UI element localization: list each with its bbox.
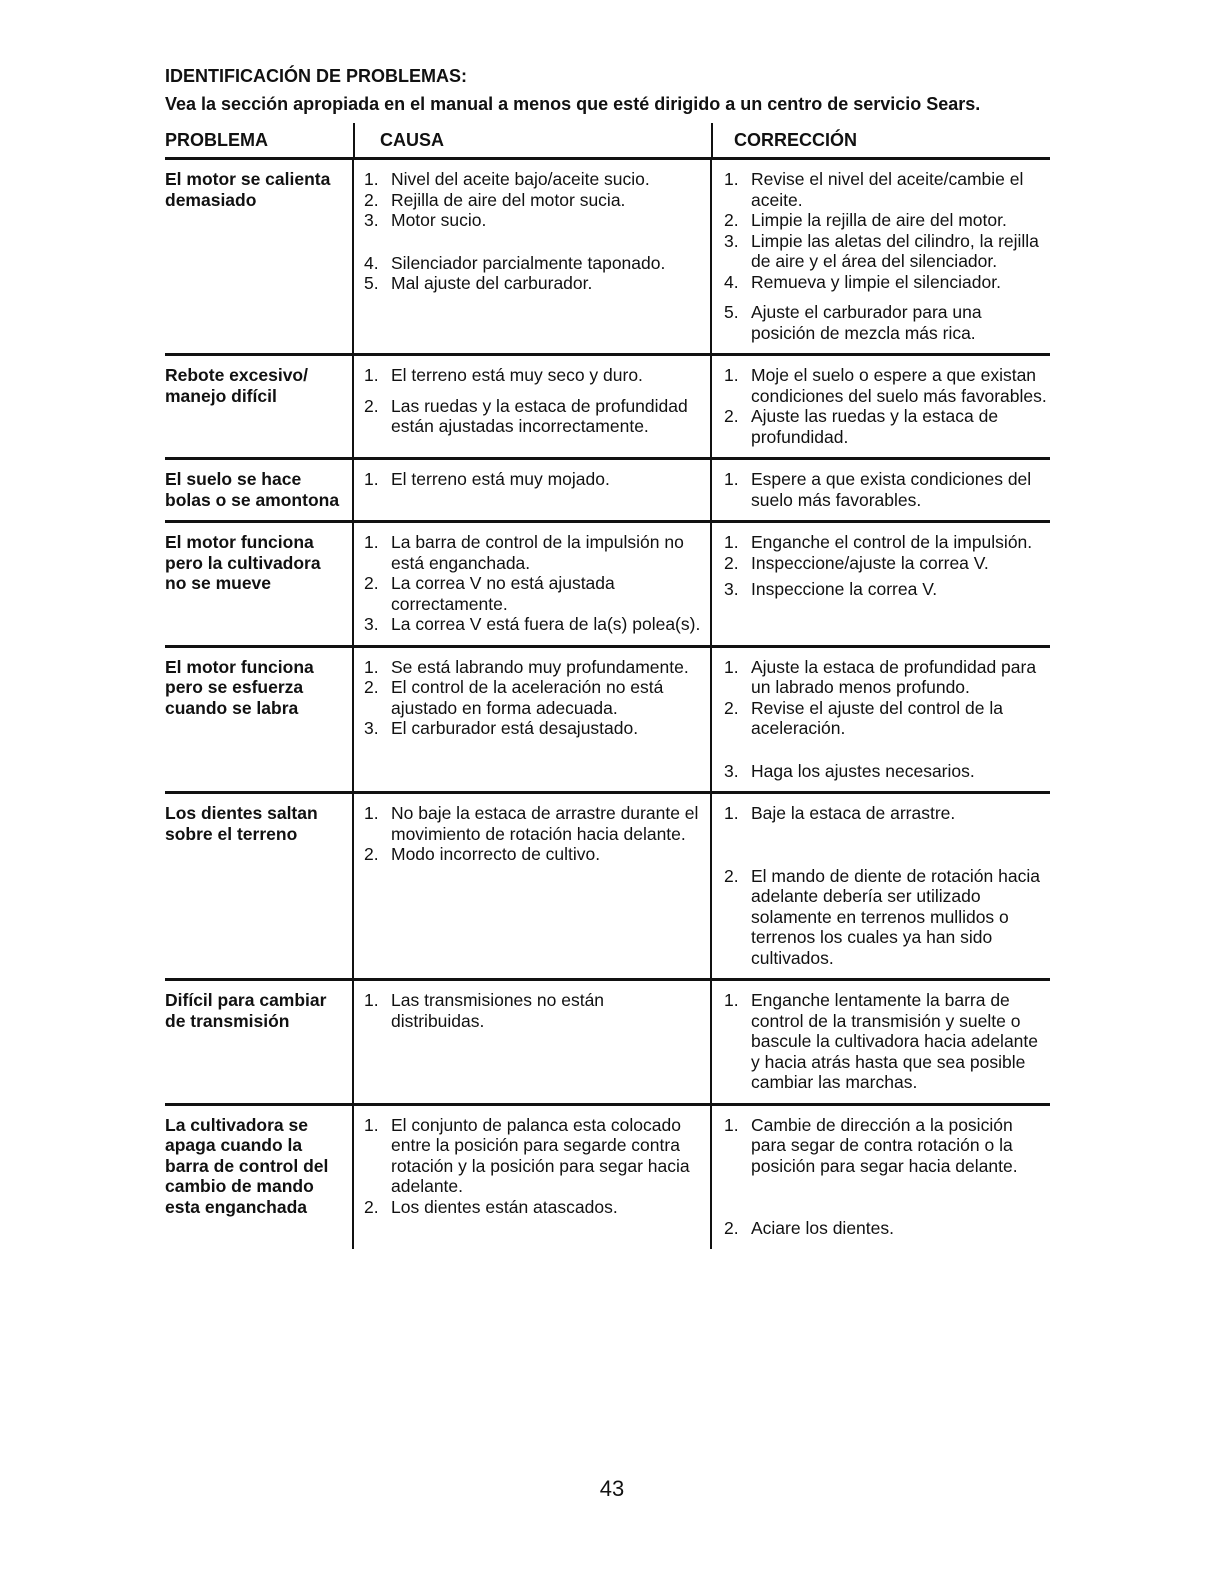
troubleshooting-page	[165, 66, 1050, 1249]
correction-item	[724, 210, 1050, 231]
table-row	[165, 459, 1050, 522]
correction-item	[724, 761, 1050, 782]
problem-cell: El suelo se hace bolas o se amontona	[165, 469, 340, 510]
cause-cell	[353, 159, 711, 355]
item-text: Rejilla de aire del motor sucia.	[391, 189, 626, 210]
item-text: El terreno está muy seco y duro.	[391, 365, 643, 385]
problem-cell: El motor funciona pero se esfuerza cuando se labra	[165, 656, 314, 718]
item-text: El control de la aceleración no está ajustado en forma adecuada.	[391, 677, 664, 718]
column-header-cause-label: CAUSA	[380, 130, 445, 150]
item-text: El carburador está desajustado.	[391, 718, 639, 738]
item-text: El conjunto de palanca esta colocado entre la posición para segarde contra rotación y la posición para segar hacia adelante.	[391, 1114, 690, 1196]
correction-item	[724, 657, 1050, 698]
item-number: 1.	[364, 656, 379, 677]
cause-item	[364, 365, 702, 386]
correction-item	[724, 302, 1050, 343]
correction-item	[724, 803, 1050, 824]
item-number: 1.	[724, 990, 739, 1010]
item-text: La barra de control de la impulsión no está enganchada.	[391, 532, 684, 573]
item-text: Enganche el control de la impulsión.	[751, 532, 1033, 552]
troubleshooting-table	[165, 123, 1050, 1249]
cause-item	[364, 1197, 702, 1218]
cause-cell	[353, 646, 711, 793]
item-number: 5.	[364, 273, 379, 293]
item-text: La correa V está fuera de la(s) polea(s).	[391, 614, 701, 634]
item-number: 2.	[364, 395, 379, 416]
item-number: 1.	[724, 169, 739, 189]
correction-item	[724, 231, 1050, 272]
correction-item	[724, 532, 1050, 553]
item-text: Revise el nivel del aceite/cambie el aceite.	[751, 169, 1024, 210]
table-row	[165, 980, 1050, 1105]
item-text: Silenciador parcialmente taponado.	[391, 252, 666, 273]
correction-cell	[711, 980, 1050, 1105]
item-text: Las ruedas y la estaca de profundidad están ajustadas incorrectamente.	[391, 395, 688, 436]
correction-cell	[711, 355, 1050, 459]
item-number: 5.	[724, 302, 739, 322]
item-number: 1.	[724, 656, 739, 677]
item-text: Baje la estaca de arrastre.	[751, 803, 956, 823]
item-text: Modo incorrecto de cultivo.	[391, 844, 601, 864]
table-row	[165, 1104, 1050, 1249]
item-text: Revise el ajuste del control de la aceleración.	[751, 697, 1003, 738]
item-number: 1.	[364, 365, 379, 385]
table-row	[165, 159, 1050, 355]
column-header-problem: PROBLEMA	[165, 123, 353, 159]
item-number: 1.	[724, 1114, 739, 1135]
cause-item	[364, 614, 702, 635]
correction-item	[724, 169, 1050, 210]
cause-item	[364, 396, 702, 437]
problem-cell: Rebote excesivo/ manejo difícil	[165, 365, 308, 406]
item-number: 2.	[724, 406, 739, 426]
item-text: Nivel del aceite bajo/aceite sucio.	[391, 169, 650, 189]
correction-item	[724, 990, 1050, 1093]
item-text: Motor sucio.	[391, 210, 487, 230]
table-row	[165, 793, 1050, 980]
item-text: Las transmisiones no están distribuidas.	[391, 990, 605, 1031]
item-text: Ajuste la estaca de profundidad para un labrado menos profundo.	[751, 656, 1037, 697]
cause-item	[364, 532, 702, 573]
table-body	[165, 159, 1050, 1249]
correction-cell	[711, 646, 1050, 793]
cause-cell	[353, 522, 711, 647]
problem-cell: Difícil para cambiar de transmisión	[165, 990, 327, 1031]
item-number: 1.	[724, 365, 739, 385]
problem-cell: Los dientes saltan sobre el terreno	[165, 803, 318, 844]
table-header-row	[165, 123, 1050, 159]
cause-cell	[353, 459, 711, 522]
item-number: 1.	[364, 469, 379, 489]
item-number: 2.	[724, 552, 739, 573]
item-text: Ajuste el carburador para una posición de mezcla más rica.	[751, 302, 982, 343]
item-number: 1.	[724, 532, 739, 552]
item-text: Inspeccione/ajuste la correa V.	[751, 552, 989, 573]
item-number: 2.	[364, 1196, 379, 1217]
correction-item	[724, 406, 1050, 447]
correction-item	[724, 698, 1050, 739]
cause-item	[364, 573, 702, 614]
cause-item	[364, 657, 702, 678]
item-number: 3.	[724, 579, 739, 599]
item-number: 1.	[724, 803, 739, 823]
cause-item	[364, 273, 702, 294]
cause-item	[364, 210, 702, 231]
item-text: El terreno está muy mojado.	[391, 469, 610, 489]
problem-cell: El motor se calienta demasiado	[165, 169, 331, 210]
item-text: Aciare los dientes.	[751, 1218, 894, 1238]
correction-cell	[711, 159, 1050, 355]
item-number: 2.	[364, 189, 379, 210]
cause-item	[364, 190, 702, 211]
cause-item	[364, 844, 702, 865]
correction-item	[724, 1218, 1050, 1239]
table-row	[165, 522, 1050, 647]
cause-item	[364, 253, 702, 274]
item-number: 3.	[724, 760, 739, 781]
cause-item	[364, 1115, 702, 1197]
item-number: 1.	[364, 1114, 379, 1135]
item-text: Limpie la rejilla de aire del motor.	[751, 210, 1007, 230]
column-header-cause	[353, 123, 711, 159]
page-title: IDENTIFICACIÓN DE PROBLEMAS:	[165, 66, 468, 86]
cause-cell	[353, 355, 711, 459]
correction-item	[724, 579, 1050, 600]
column-header-correction-label: CORRECCIÓN	[734, 130, 858, 150]
item-number: 1.	[364, 990, 379, 1010]
item-text: Remueva y limpie el silenciador.	[751, 271, 1001, 292]
item-number: 1.	[364, 803, 379, 823]
item-text: Cambie de dirección a la posición para segar de contra rotación o la posición para segar hacia delante.	[751, 1114, 1018, 1176]
cause-cell	[353, 793, 711, 980]
problem-cell: El motor funciona pero la cultivadora no se mueve	[165, 532, 321, 593]
page-number: 43	[599, 1476, 625, 1501]
item-number: 4.	[364, 252, 379, 273]
item-text: Espere a que exista condiciones del suelo más favorables.	[751, 469, 1032, 510]
cause-cell	[353, 1104, 711, 1249]
correction-item	[724, 1115, 1050, 1177]
cause-item	[364, 718, 702, 739]
item-text: Inspeccione la correa V.	[751, 579, 938, 599]
correction-item	[724, 365, 1050, 406]
item-number: 1.	[364, 169, 379, 189]
item-number: 2.	[364, 844, 379, 864]
item-number: 3.	[724, 230, 739, 251]
item-text: No baje la estaca de arrastre durante el movimiento de rotación hacia delante.	[391, 803, 699, 844]
correction-cell	[711, 1104, 1050, 1249]
cause-item	[364, 990, 702, 1031]
item-text: El mando de diente de rotación hacia adelante debería ser utilizado solamente en terrenos mullidos o terrenos los cuales ya han sido cultivados.	[751, 865, 1040, 968]
cause-item	[364, 803, 702, 844]
column-header-correction	[711, 123, 1050, 159]
item-number: 2.	[364, 573, 379, 593]
item-number: 2.	[724, 697, 739, 718]
problem-cell: La cultivadora se apaga cuando la barra de control del cambio de mando esta enganchada	[165, 1114, 329, 1217]
cause-item	[364, 469, 702, 490]
cause-item	[364, 677, 702, 718]
item-text: Ajuste las ruedas y la estaca de profundidad.	[751, 406, 999, 447]
table-row	[165, 646, 1050, 793]
item-text: Los dientes están atascados.	[391, 1196, 618, 1217]
item-text: Mal ajuste del carburador.	[391, 273, 593, 293]
item-number: 2.	[724, 1218, 739, 1238]
table-row	[165, 355, 1050, 459]
item-text: Se está labrando muy profundamente.	[391, 656, 689, 677]
item-number: 1.	[724, 469, 739, 489]
correction-item	[724, 866, 1050, 969]
item-text: Enganche lentamente la barra de control de la transmisión y suelte o bascule la cultivadora hacia adelante y hacia atrás hasta que sea posible cambiar las marchas.	[751, 990, 1038, 1092]
correction-item	[724, 272, 1050, 293]
correction-cell	[711, 522, 1050, 647]
item-number: 2.	[724, 865, 739, 886]
item-number: 2.	[724, 210, 739, 230]
item-number: 1.	[364, 532, 379, 552]
item-number: 4.	[724, 271, 739, 292]
item-text: Moje el suelo o espere a que existan condiciones del suelo más favorables.	[751, 365, 1047, 406]
item-number: 3.	[364, 210, 379, 230]
cause-cell	[353, 980, 711, 1105]
item-number: 3.	[364, 614, 379, 634]
correction-cell	[711, 793, 1050, 980]
correction-item	[724, 553, 1050, 574]
correction-cell	[711, 459, 1050, 522]
cause-item	[364, 169, 702, 190]
item-text: Haga los ajustes necesarios.	[751, 760, 975, 781]
item-number: 2.	[364, 677, 379, 697]
item-text: Limpie las aletas del cilindro, la rejilla de aire y el área del silenciador.	[751, 230, 1039, 271]
item-number: 3.	[364, 718, 379, 738]
item-text: La correa V no está ajustada correctamente.	[391, 573, 615, 614]
page-subtitle: Vea la sección apropiada en el manual a menos que esté dirigido a un centro de servicio Sears.	[165, 94, 981, 114]
correction-item	[724, 469, 1050, 510]
